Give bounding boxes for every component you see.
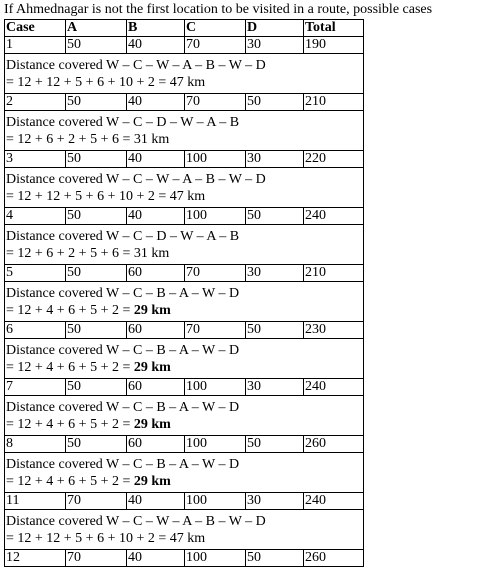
distance-label: Distance covered — [6, 399, 103, 415]
distance-cell — [5, 225, 364, 265]
route-path: W – C – W – A – B – W – D — [106, 171, 266, 187]
route-path: W – C – B – A – W – D — [106, 285, 240, 301]
case-row — [5, 94, 364, 111]
cases-table — [4, 19, 364, 567]
distance-row — [5, 339, 364, 379]
calculation: = 12 + 12 + 5 + 6 + 10 + 2 = — [6, 188, 170, 204]
value-a: 50 — [66, 322, 127, 339]
header-c: C — [185, 20, 246, 37]
calculation: = 12 + 4 + 6 + 5 + 2 = — [6, 359, 134, 375]
distance-total: 31 km — [133, 245, 170, 261]
case-row — [5, 379, 364, 396]
header-a: A — [66, 20, 127, 37]
value-c: 100 — [185, 151, 246, 168]
value-a: 50 — [66, 37, 127, 54]
calculation-line — [6, 245, 362, 262]
value-b: 40 — [127, 208, 185, 225]
distance-label: Distance covered — [6, 114, 103, 130]
case-number: 5 — [5, 265, 66, 282]
case-row — [5, 436, 364, 453]
value-a: 50 — [66, 208, 127, 225]
distance-label: Distance covered — [6, 57, 103, 73]
header-d: D — [246, 20, 304, 37]
header-case: Case — [5, 20, 66, 37]
value-d: 30 — [246, 151, 304, 168]
calculation: = 12 + 4 + 6 + 5 + 2 = — [6, 473, 134, 489]
value-b: 40 — [127, 37, 185, 54]
distance-total: 31 km — [133, 131, 170, 147]
distance-total: 47 km — [169, 188, 206, 204]
distance-total: 29 km — [133, 359, 171, 375]
distance-cell — [5, 453, 364, 493]
route-path: W – C – B – A – W – D — [106, 399, 240, 415]
route-path: W – C – B – A – W – D — [106, 342, 240, 358]
route-path: W – C – D – W – A – B — [106, 228, 240, 244]
distance-row — [5, 396, 364, 436]
distance-label: Distance covered — [6, 228, 103, 244]
route-path: W – C – W – A – B – W – D — [106, 57, 266, 73]
value-total: 220 — [304, 151, 364, 168]
distance-cell — [5, 168, 364, 208]
value-d: 30 — [246, 37, 304, 54]
value-c: 100 — [185, 493, 246, 510]
value-total: 240 — [304, 208, 364, 225]
value-c: 70 — [185, 94, 246, 111]
value-total: 210 — [304, 265, 364, 282]
calculation: = 12 + 12 + 5 + 6 + 10 + 2 = — [6, 530, 170, 546]
distance-row — [5, 168, 364, 208]
route-path: W – C – W – A – B – W – D — [106, 513, 266, 529]
calculation-line — [6, 530, 362, 547]
route-line — [6, 228, 362, 245]
value-d: 50 — [246, 550, 304, 567]
value-b: 60 — [127, 265, 185, 282]
value-a: 50 — [66, 151, 127, 168]
case-number: 11 — [5, 493, 66, 510]
case-row — [5, 322, 364, 339]
case-row — [5, 265, 364, 282]
calculation-line — [6, 416, 362, 433]
header-total: Total — [304, 20, 364, 37]
value-b: 40 — [127, 151, 185, 168]
value-a: 50 — [66, 379, 127, 396]
value-total: 190 — [304, 37, 364, 54]
value-c: 70 — [185, 322, 246, 339]
value-a: 50 — [66, 436, 127, 453]
case-row — [5, 37, 364, 54]
header-b: B — [127, 20, 185, 37]
route-path: W – C – D – W – A – B — [106, 114, 240, 130]
case-number: 1 — [5, 37, 66, 54]
value-total: 210 — [304, 94, 364, 111]
distance-label: Distance covered — [6, 513, 103, 529]
route-line — [6, 399, 362, 416]
value-c: 100 — [185, 550, 246, 567]
calculation-line — [6, 74, 362, 91]
value-d: 50 — [246, 94, 304, 111]
distance-cell — [5, 282, 364, 322]
distance-cell — [5, 111, 364, 151]
calculation: = 12 + 4 + 6 + 5 + 2 = — [6, 302, 134, 318]
distance-cell — [5, 339, 364, 379]
route-line — [6, 513, 362, 530]
value-b: 60 — [127, 379, 185, 396]
distance-row — [5, 510, 364, 550]
calculation-line — [6, 473, 362, 490]
distance-total: 29 km — [133, 473, 171, 489]
distance-total: 29 km — [133, 416, 171, 432]
route-line — [6, 456, 362, 473]
calculation: = 12 + 6 + 2 + 5 + 6 = — [6, 245, 134, 261]
case-number: 8 — [5, 436, 66, 453]
distance-label: Distance covered — [6, 456, 103, 472]
value-b: 40 — [127, 94, 185, 111]
route-line — [6, 171, 362, 188]
value-c: 100 — [185, 208, 246, 225]
value-b: 60 — [127, 322, 185, 339]
distance-total: 47 km — [169, 530, 206, 546]
intro-text: If Ahmednagar is not the first location to be visited in a route, possible cases — [4, 2, 433, 17]
route-line — [6, 342, 362, 359]
calculation-line — [6, 359, 362, 376]
distance-row — [5, 282, 364, 322]
case-number: 2 — [5, 94, 66, 111]
case-row — [5, 493, 364, 510]
value-total: 240 — [304, 493, 364, 510]
value-d: 50 — [246, 322, 304, 339]
distance-total: 47 km — [169, 74, 206, 90]
value-d: 50 — [246, 208, 304, 225]
value-d: 30 — [246, 265, 304, 282]
value-a: 50 — [66, 265, 127, 282]
distance-cell — [5, 396, 364, 436]
value-total: 260 — [304, 550, 364, 567]
value-b: 40 — [127, 550, 185, 567]
value-total: 230 — [304, 322, 364, 339]
case-number: 3 — [5, 151, 66, 168]
value-total: 240 — [304, 379, 364, 396]
case-number: 12 — [5, 550, 66, 567]
value-b: 60 — [127, 436, 185, 453]
case-row — [5, 151, 364, 168]
value-a: 70 — [66, 550, 127, 567]
value-d: 50 — [246, 436, 304, 453]
case-number: 7 — [5, 379, 66, 396]
distance-label: Distance covered — [6, 171, 103, 187]
route-line — [6, 114, 362, 131]
value-a: 70 — [66, 493, 127, 510]
route-path: W – C – B – A – W – D — [106, 456, 240, 472]
value-d: 30 — [246, 379, 304, 396]
calculation: = 12 + 12 + 5 + 6 + 10 + 2 = — [6, 74, 170, 90]
value-c: 100 — [185, 379, 246, 396]
case-row — [5, 550, 364, 567]
distance-row — [5, 225, 364, 265]
route-line — [6, 285, 362, 302]
case-row — [5, 208, 364, 225]
distance-label: Distance covered — [6, 285, 103, 301]
case-number: 6 — [5, 322, 66, 339]
distance-label: Distance covered — [6, 342, 103, 358]
calculation: = 12 + 6 + 2 + 5 + 6 = — [6, 131, 134, 147]
value-d: 30 — [246, 493, 304, 510]
value-a: 50 — [66, 94, 127, 111]
value-c: 100 — [185, 436, 246, 453]
calculation-line — [6, 302, 362, 319]
calculation-line — [6, 188, 362, 205]
distance-cell — [5, 510, 364, 550]
route-line — [6, 57, 362, 74]
value-b: 40 — [127, 493, 185, 510]
calculation: = 12 + 4 + 6 + 5 + 2 = — [6, 416, 134, 432]
distance-cell — [5, 54, 364, 94]
value-total: 260 — [304, 436, 364, 453]
distance-row — [5, 54, 364, 94]
distance-row — [5, 111, 364, 151]
distance-row — [5, 453, 364, 493]
distance-total: 29 km — [133, 302, 171, 318]
calculation-line — [6, 131, 362, 148]
value-c: 70 — [185, 37, 246, 54]
value-c: 70 — [185, 265, 246, 282]
case-number: 4 — [5, 208, 66, 225]
header-row — [5, 20, 364, 37]
